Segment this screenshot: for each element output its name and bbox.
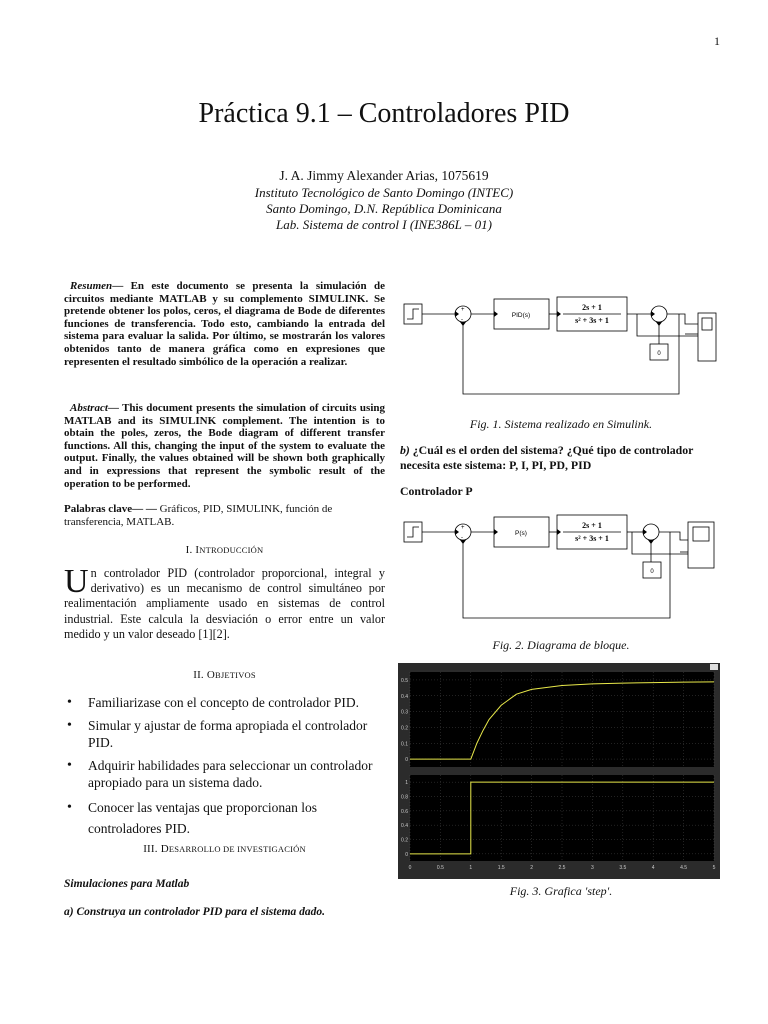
- list-item: • Conocer las ventajas que proporcionan los controladores PID.: [64, 797, 385, 839]
- drop-cap: U: [64, 563, 89, 600]
- fig1-caption: Fig. 1. Sistema realizado en Simulink.: [469, 417, 653, 431]
- abstract-dash: —: [107, 402, 119, 414]
- plant-denominator: s² + 3s + 1: [575, 316, 609, 325]
- affiliation-city: Santo Domingo, D.N. República Dominicana: [266, 201, 502, 216]
- constant-value: 0: [657, 351, 661, 357]
- author: J. A. Jimmy Alexander Arias, 1075619: [279, 168, 489, 183]
- x-tick-label: 4.5: [680, 865, 688, 871]
- controller-label: PID(s): [511, 312, 531, 319]
- y-tick-label: 0: [405, 757, 408, 764]
- section-heading-objetivos: II. OBJETIVOS: [193, 669, 256, 681]
- simulations-heading: Simulaciones para Matlab: [64, 878, 190, 890]
- resumen-label: Resumen: [70, 280, 113, 292]
- abstract-label: Abstract: [70, 402, 108, 414]
- resumen-dash: —: [112, 280, 124, 292]
- x-tick-label: 2.5: [558, 865, 566, 871]
- fig3-caption: Fig. 3. Grafica 'step'.: [509, 884, 613, 898]
- abstract: [64, 402, 385, 490]
- introduction-text: n controlador PID (controlador proporcional, integral y derivativo) es un mecanismo de control simultáneo por realimentación ampliamente usado en sistemas de control industrial. Este calcula la desviación o error entre un valor medido y un valor deseado [1][2].: [64, 566, 385, 641]
- x-tick-label: 4: [651, 865, 655, 871]
- simulink-diagram-fig2: [400, 510, 722, 628]
- y-tick-label: 0.6: [401, 808, 408, 815]
- simulink-diagram-fig1: [400, 288, 722, 400]
- introduction-paragraph: [64, 563, 385, 642]
- plant-denominator: s² + 3s + 1: [575, 534, 609, 543]
- y-tick-label: 0.2: [401, 837, 408, 844]
- fig2-caption: Fig. 2. Diagrama de bloque.: [492, 638, 630, 652]
- plant-numerator: 2s + 1: [582, 303, 602, 312]
- y-tick-label: 0.2: [401, 725, 408, 732]
- svg-text:+: +: [461, 525, 465, 531]
- plant-numerator: 2s + 1: [582, 521, 602, 530]
- x-tick-label: 2: [530, 865, 533, 871]
- question-a: a) Construya un controlador PID para el sistema dado.: [64, 906, 326, 918]
- constant-value: 0: [650, 569, 654, 575]
- svg-text:+: +: [461, 307, 465, 313]
- page-number: 1: [714, 34, 720, 48]
- controller-p-heading: Controlador P: [400, 484, 473, 498]
- expand-icon: [710, 664, 718, 670]
- list-item: • Familiarizase con el concepto de controlador PID.: [64, 694, 385, 711]
- x-tick-label: 0: [408, 865, 412, 871]
- keywords-text: Gráficos, PID, SIMULINK, función de transferencia, MATLAB.: [64, 503, 333, 528]
- y-tick-label: 0.8: [401, 794, 408, 801]
- resumen-text: En este documento se presenta la simulación de circuitos mediante MATLAB y su complemento SIMULINK. Se pretende obtener los polos, ceros, el diagrama de Bode de diferentes funciones de transferencia. Todo esto, cambiando la entrada del sistema para evaluar la salida. Por último, se mostrarán los valores obtenidos tanto de manera gráfica como en expresiones que representen el resultado simbólico de la operación a realizar.: [64, 280, 385, 368]
- affiliation-institute: Instituto Tecnológico de Santo Domingo (INTEC): [254, 185, 514, 200]
- svg-text:-: -: [461, 317, 463, 323]
- objectives-list: [64, 694, 385, 845]
- x-tick-label: 5: [712, 865, 716, 871]
- x-tick-label: 1.5: [497, 865, 505, 871]
- section-heading-desarrollo: III. DESARROLLO DE INVESTIGACIÓN: [143, 843, 306, 855]
- scope-block: [698, 313, 716, 361]
- controller-label: P(s): [515, 530, 527, 537]
- y-tick-label: 0.4: [401, 693, 408, 700]
- scope-block: [688, 522, 714, 568]
- upper-plot-area: [410, 672, 714, 767]
- x-tick-label: 0.5: [436, 865, 444, 871]
- y-tick-label: 0.1: [401, 741, 408, 748]
- list-item: • Simular y ajustar de forma apropiada el controlador PID.: [64, 717, 385, 751]
- y-tick-label: 0.5: [401, 677, 408, 684]
- list-item: • Adquirir habilidades para seleccionar un controlador apropiado para un sistema dado.: [64, 757, 385, 791]
- paper-title: Práctica 9.1 – Controladores PID: [198, 98, 570, 129]
- section-heading-introduccion: I. INTRODUCCIÓN: [185, 544, 264, 556]
- y-tick-label: 0: [405, 851, 408, 858]
- step-response-scope: [398, 663, 720, 879]
- y-tick-label: 0.3: [401, 709, 408, 716]
- y-tick-label: 1: [405, 780, 408, 787]
- y-tick-label: 0.4: [401, 823, 408, 830]
- keywords: [64, 503, 385, 528]
- resumen: [64, 280, 385, 368]
- x-tick-label: 1: [469, 865, 473, 871]
- question-b: b) ¿Cuál es el orden del sistema? ¿Qué tipo de controlador necesita este sistema: P, I, PI, PD, PID: [400, 443, 694, 472]
- x-tick-label: 3: [591, 865, 594, 871]
- x-tick-label: 3.5: [619, 865, 627, 871]
- affiliation-course: Lab. Sistema de control I (INE386L – 01): [276, 217, 492, 232]
- keywords-label: Palabras clave— —: [64, 503, 157, 515]
- abstract-text: This document presents the simulation of circuits using MATLAB and its SIMULINK complement. The intention is to obtain the poles, zeros, the Bode diagram of different transfer functions. All this, changing the input of the system to evaluate the output. Finally, the values obtained will be shown both graphically and in expressions that represent the symbolic result of the operation to be performed.: [64, 402, 385, 490]
- svg-text:-: -: [461, 535, 463, 541]
